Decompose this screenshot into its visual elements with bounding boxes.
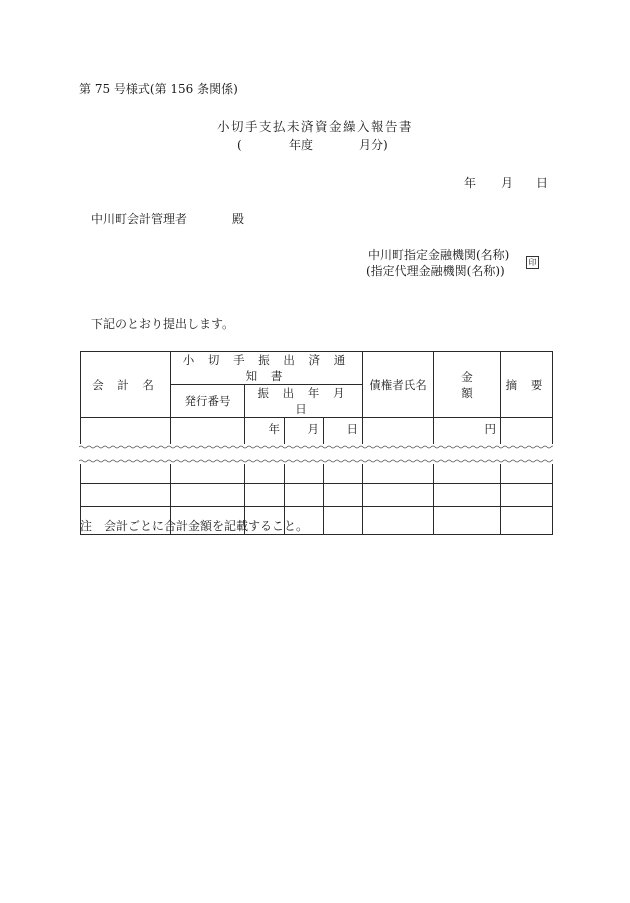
cell-year: 年: [245, 418, 285, 446]
form-number: 第 75 号様式(第 156 条関係): [79, 82, 238, 96]
cell-month: 月: [285, 418, 324, 446]
report-table: [80, 351, 553, 535]
date-day: 日: [536, 176, 549, 190]
table-row: [81, 418, 553, 446]
cell-amount: 円: [434, 418, 501, 446]
submitter-agent-bank: (指定代理金融機関(名称)): [366, 264, 505, 278]
period-fiscal-year: 年度: [289, 138, 314, 152]
period-month: 月分): [359, 138, 388, 152]
document-title: 小切手支払未済資金繰入報告書: [216, 119, 413, 134]
period-open-paren: (: [237, 138, 242, 152]
header-creditor-name: 債権者氏名: [363, 352, 434, 418]
cell-day: 日: [324, 418, 363, 446]
submission-date: [464, 177, 554, 191]
submitter-bank: 中川町指定金融機関(名称): [368, 248, 510, 262]
seal-mark: 印: [526, 256, 539, 269]
addressee: 中川町会計管理者: [91, 212, 188, 226]
date-year: 年: [464, 176, 477, 190]
cell-account: [81, 418, 171, 446]
header-amount: 金 額: [434, 352, 501, 418]
table-omission-break: [79, 444, 553, 464]
cell-creditor: [363, 418, 434, 446]
header-check-notice: 小 切 手 振 出 済 通 知 書: [171, 352, 363, 385]
cell-remarks: [501, 418, 553, 446]
cell-issue-number: [171, 418, 245, 446]
footnote: 注 会計ごとに合計金額を記載すること。: [80, 519, 309, 533]
table-row: [81, 484, 553, 507]
reporting-period: [237, 139, 393, 153]
date-month: 月: [501, 176, 514, 190]
header-issue-number: 発行番号: [171, 385, 245, 418]
header-account-name: 会 計 名: [81, 352, 171, 418]
honorific: 殿: [232, 212, 245, 226]
intro-text: 下記のとおり提出します。: [91, 317, 235, 331]
header-issue-date: 振 出 年 月 日: [245, 385, 363, 418]
header-remarks: 摘 要: [501, 352, 553, 418]
